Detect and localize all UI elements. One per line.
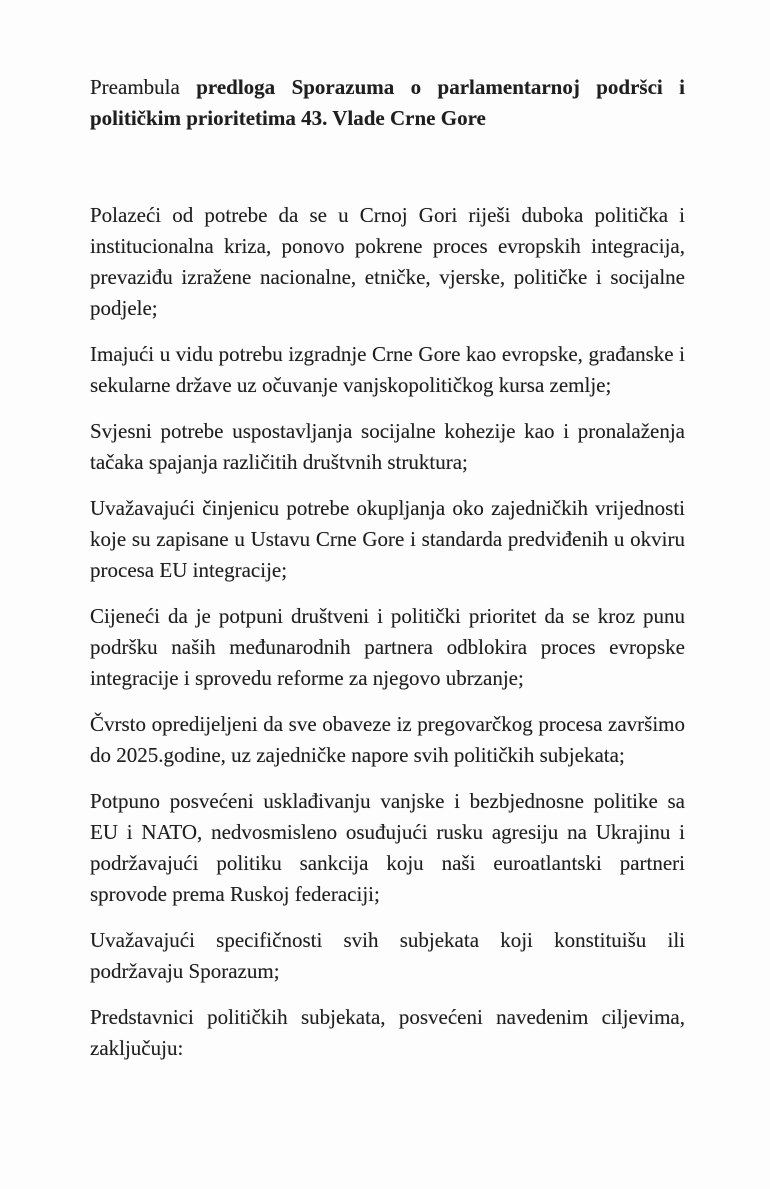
paragraph-uvazavajuci-specificnosti: Uvažavajući specifičnosti svih subjekata koji konstituišu ili podržavaju Sporazum; (90, 928, 685, 983)
document-title (90, 72, 685, 134)
paragraph-imajuci: Imajući u vidu potrebu izgradnje Crne Gore kao evropske, građanske i sekularne države uz očuvanje vanjskopolitičkog kursa zemlje; (90, 342, 685, 397)
paragraph-uvazavajuci-cinjenicu: Uvažavajući činjenicu potrebe okupljanja oko zajedničkih vrijednosti koje su zapisane u Ustavu Crne Gore i standarda predviđenih u okviru procesa EU integracije; (90, 496, 685, 582)
paragraph-polazeci: Polazeći od potrebe da se u Crnoj Gori riješi duboka politička i institucionalna kriza, ponovo pokrene proces evropskih integracija, prevaziđu izražene nacionalne, etničke, vjerske, političke i socijalne podjele; (90, 203, 685, 320)
document-title-emphasis: predloga Sporazuma o parlamentarnoj podršci i političkim prioritetima 43. Vlade Crne Gore (90, 75, 685, 130)
paragraph-potpuno: Potpuno posvećeni usklađivanju vanjske i bezbjednosne politike sa EU i NATO, nedvosmisleno osuđujući rusku agresiju na Ukrajinu i podržavajući politiku sankcija koju naši euroatlantski partneri sprovode prema Ruskoj federaciji; (90, 789, 685, 906)
document-title-lead: Preambula (90, 75, 180, 99)
paragraph-cvrsto: Čvrsto opredijeljeni da sve obaveze iz pregovarčkog procesa završimo do 2025.godine, uz zajedničke napore svih političkih subjekata; (90, 712, 685, 767)
paragraph-predstavnici: Predstavnici političkih subjekata, posvećeni navedenim ciljevima, zaključuju: (90, 1005, 685, 1060)
paragraph-cijeneci: Cijeneći da je potpuni društveni i politički prioritet da se kroz punu podršku naših međunarodnih partnera odblokira proces evropske integracije i sprovedu reforme za njegovo ubrzanje; (90, 604, 685, 690)
paragraph-svjesni: Svjesni potrebe uspostavljanja socijalne kohezije kao i pronalaženja tačaka spajanja različitih društvnih struktura; (90, 419, 685, 474)
